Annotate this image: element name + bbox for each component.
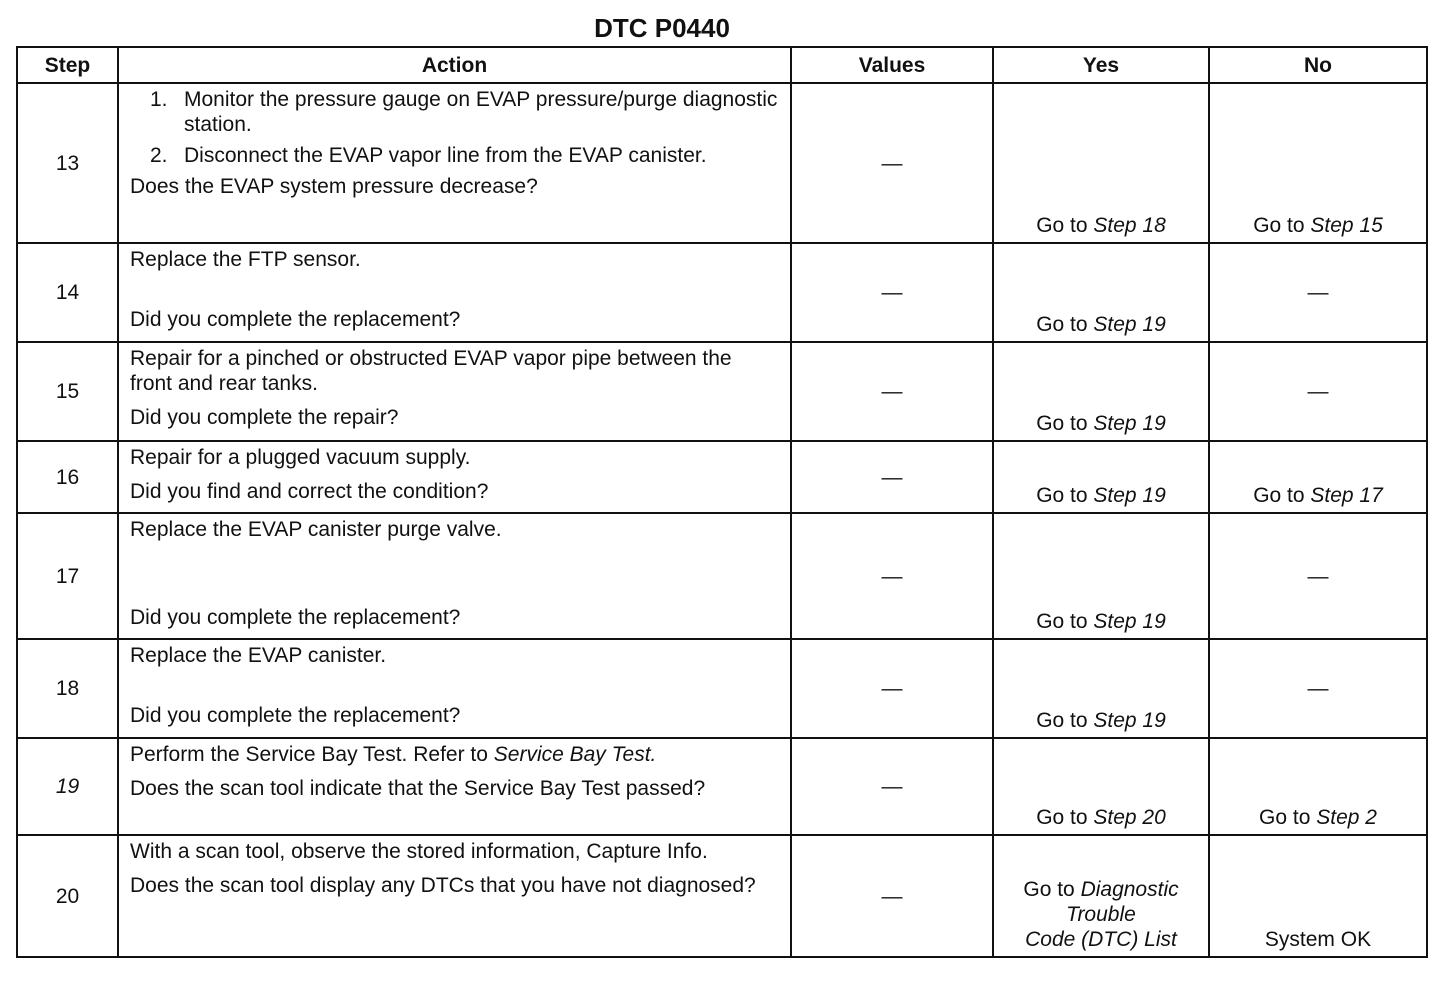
action-cell [118, 441, 791, 513]
step-number: 18 [17, 639, 118, 738]
no-cell: System OK [1209, 835, 1427, 957]
table-row [17, 441, 1427, 513]
action-question: Does the EVAP system pressure decrease? [130, 175, 538, 198]
yes-prefix: Go to [1023, 878, 1081, 901]
table-row [17, 639, 1427, 738]
header-step: Step [17, 47, 118, 83]
yes-prefix: Go to [1036, 313, 1094, 336]
step-number: 19 [17, 738, 118, 835]
action-cell [118, 738, 791, 835]
step-number: 13 [17, 83, 118, 243]
yes-prefix: Go to [1036, 610, 1094, 633]
header-yes: Yes [993, 47, 1209, 83]
values-cell: — [791, 513, 993, 639]
step-number: 15 [17, 342, 118, 441]
yes-step-link[interactable]: Step 19 [1093, 484, 1166, 507]
action-question: Did you complete the replacement? [130, 704, 461, 727]
action-question: Did you complete the replacement? [130, 308, 461, 331]
yes-prefix: Go to [1036, 484, 1094, 507]
no-cell: — [1209, 639, 1427, 738]
yes-cell [993, 513, 1209, 639]
action-cell [118, 83, 791, 243]
action-text [130, 742, 778, 767]
yes-prefix: Go to [1036, 214, 1094, 237]
header-action: Action [118, 47, 791, 83]
yes-cell [993, 83, 1209, 243]
diagnostic-table [16, 46, 1428, 958]
header-values: Values [791, 47, 993, 83]
dtc-list-link[interactable]: Diagnostic [1080, 878, 1179, 901]
action-text: Repair for a plugged vacuum supply. [130, 446, 471, 469]
step-number: 17 [17, 513, 118, 639]
dtc-list-link[interactable]: Trouble [1066, 903, 1136, 926]
yes-step-link[interactable]: Step 19 [1093, 412, 1166, 435]
values-cell: — [791, 342, 993, 441]
table-row [17, 513, 1427, 639]
no-prefix: Go to [1253, 484, 1311, 507]
no-cell: — [1209, 513, 1427, 639]
action-text: Repair for a pinched or obstructed EVAP vapor pipe between the front and rear tanks. [130, 347, 732, 395]
values-cell: — [791, 835, 993, 957]
yes-line-1 [994, 877, 1208, 902]
yes-step-link[interactable]: Step 19 [1093, 610, 1166, 633]
service-bay-test-link[interactable]: Service Bay Test. [493, 743, 657, 766]
action-list [130, 87, 778, 168]
action-cell [118, 243, 791, 342]
step-number: 16 [17, 441, 118, 513]
action-question: Does the scan tool display any DTCs that you have not diagnosed? [130, 874, 756, 897]
action-cell [118, 342, 791, 441]
action-text: With a scan tool, observe the stored information, Capture Info. [130, 840, 708, 863]
header-no: No [1209, 47, 1427, 83]
action-text: Replace the EVAP canister. [130, 644, 387, 667]
yes-step-link[interactable]: Step 20 [1093, 806, 1166, 829]
action-question: Did you complete the replacement? [130, 606, 461, 629]
table-row [17, 835, 1427, 957]
yes-cell [993, 639, 1209, 738]
table-row [17, 83, 1427, 243]
yes-prefix: Go to [1036, 806, 1094, 829]
yes-prefix: Go to [1036, 709, 1094, 732]
action-text: Replace the FTP sensor. [130, 248, 361, 271]
yes-cell [993, 835, 1209, 957]
no-cell: — [1209, 342, 1427, 441]
table-row [17, 342, 1427, 441]
values-cell: — [791, 738, 993, 835]
yes-step-link[interactable]: Step 19 [1093, 709, 1166, 732]
list-item [150, 143, 778, 168]
action-cell [118, 639, 791, 738]
no-cell [1209, 441, 1427, 513]
no-step-link[interactable]: Step 17 [1310, 484, 1383, 507]
header-row [17, 47, 1427, 83]
action-question: Did you complete the repair? [130, 406, 399, 429]
step-number: 20 [17, 835, 118, 957]
step-number: 14 [17, 243, 118, 342]
no-cell: — [1209, 243, 1427, 342]
values-cell: — [791, 441, 993, 513]
action-prefix: Perform the Service Bay Test. Refer to [130, 743, 494, 766]
yes-prefix: Go to [1036, 412, 1094, 435]
values-cell: — [791, 243, 993, 342]
list-number: 1. [150, 88, 168, 111]
no-cell [1209, 83, 1427, 243]
yes-cell [993, 243, 1209, 342]
table-row [17, 243, 1427, 342]
yes-cell [993, 738, 1209, 835]
action-text: Replace the EVAP canister purge valve. [130, 518, 502, 541]
list-item [150, 87, 778, 137]
no-prefix: Go to [1253, 214, 1311, 237]
no-step-link[interactable]: Step 15 [1310, 214, 1383, 237]
list-text: Disconnect the EVAP vapor line from the EVAP canister. [184, 144, 707, 167]
action-question: Does the scan tool indicate that the Service Bay Test passed? [130, 777, 706, 800]
no-step-link[interactable]: Step 2 [1316, 806, 1377, 829]
no-cell [1209, 738, 1427, 835]
yes-step-link[interactable]: Step 19 [1093, 313, 1166, 336]
document-title: DTC P0440 [594, 13, 730, 43]
no-prefix: Go to [1259, 806, 1317, 829]
dtc-list-link[interactable]: Code (DTC) List [1025, 928, 1177, 951]
action-cell [118, 513, 791, 639]
action-cell [118, 835, 791, 957]
table-row [17, 738, 1427, 835]
list-text: Monitor the pressure gauge on EVAP pressure/purge diagnostic station. [184, 88, 778, 136]
values-cell: — [791, 639, 993, 738]
action-question: Did you find and correct the condition? [130, 480, 489, 503]
yes-cell [993, 441, 1209, 513]
values-cell: — [791, 83, 993, 243]
yes-cell [993, 342, 1209, 441]
yes-step-link[interactable]: Step 18 [1093, 214, 1166, 237]
list-number: 2. [150, 144, 168, 167]
